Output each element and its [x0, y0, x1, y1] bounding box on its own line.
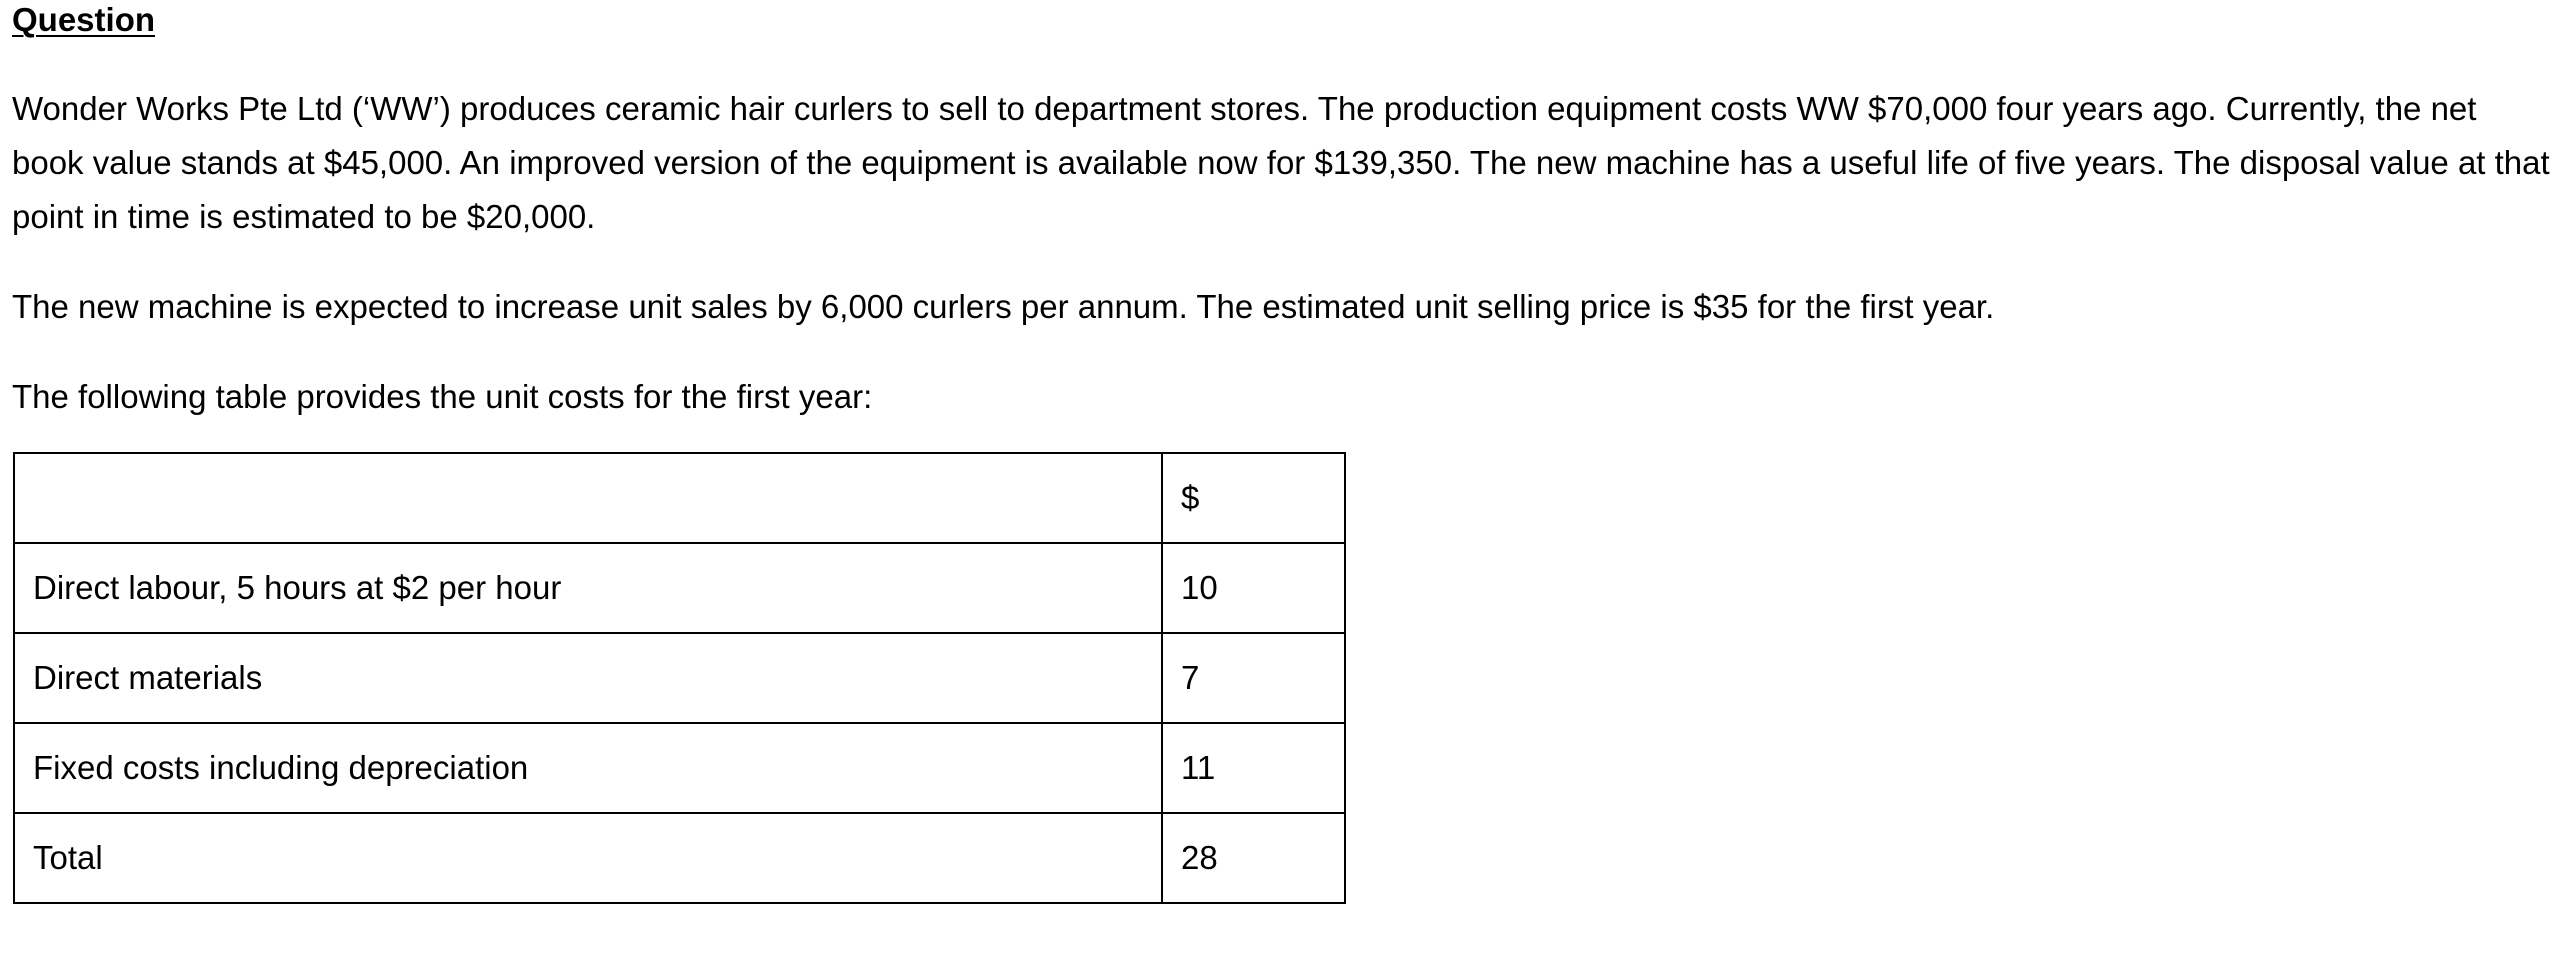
- paragraph-scenario: Wonder Works Pte Ltd (‘WW’) produces ceramic hair curlers to sell to department stores. The production equipment costs WW $70,000 four years ago. Currently, the net book value stands at $45,000. An improved version of the equipment is available now for $139,350. The new machine has a useful life of five years. The disposal value at that point in time is estimated to be $20,000.: [12, 90, 2550, 235]
- cell-item: Fixed costs including depreciation: [14, 723, 1162, 813]
- cell-item: Total: [14, 813, 1162, 903]
- cell-item: Direct materials: [14, 633, 1162, 723]
- table-row: [14, 633, 1345, 723]
- cell-amount: 11: [1162, 723, 1345, 813]
- table-row: [14, 723, 1345, 813]
- header-cell-description: [14, 453, 1162, 543]
- question-heading: Question: [12, 1, 156, 38]
- unit-cost-table: [13, 452, 1346, 904]
- cell-amount: 28: [1162, 813, 1345, 903]
- table-header-row: [14, 453, 1345, 543]
- table-row: [14, 543, 1345, 633]
- header-cell-currency: $: [1162, 453, 1345, 543]
- paragraph-table-intro: The following table provides the unit costs for the first year:: [12, 378, 873, 415]
- paragraph-sales: The new machine is expected to increase unit sales by 6,000 curlers per annum. The estimated unit selling price is $35 for the first year.: [12, 288, 1995, 325]
- cell-amount: 7: [1162, 633, 1345, 723]
- table-row-total: [14, 813, 1345, 903]
- cell-amount: 10: [1162, 543, 1345, 633]
- cell-item: Direct labour, 5 hours at $2 per hour: [14, 543, 1162, 633]
